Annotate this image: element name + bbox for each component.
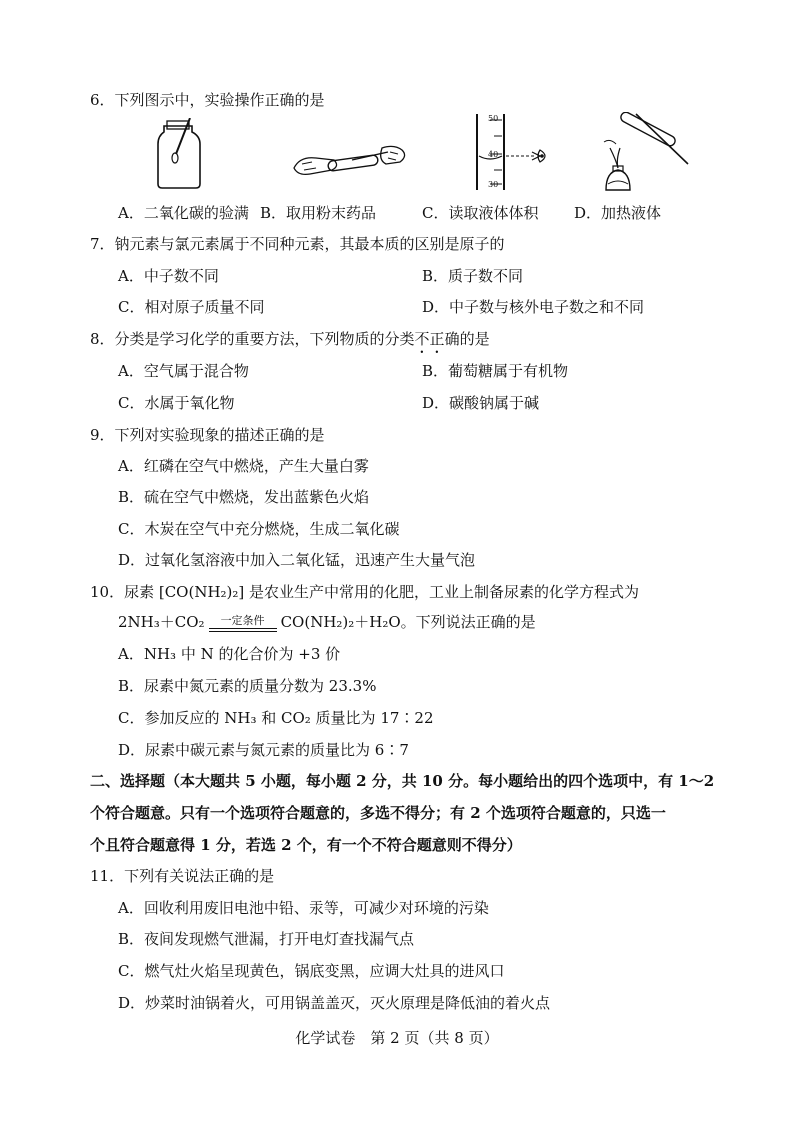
q8-stem <box>90 329 490 357</box>
q11-option-c: C．燃气灶火焰呈现黄色，锅底变黑，应调大灶具的进风口 <box>118 962 505 980</box>
q7-option-a: A．中子数不同 <box>118 267 219 285</box>
q11-stem: 11．下列有关说法正确的是 <box>90 867 275 885</box>
q9-option-c: C．木炭在空气中充分燃烧，生成二氧化碳 <box>118 520 400 538</box>
q6-option-d: D．加热液体 <box>574 204 662 222</box>
page-footer: 化学试卷 第 2 页（共 8 页） <box>295 1029 499 1047</box>
section2-line3: 个且符合题意得 1 分，若选 2 个，有一个不符合题意则不得分） <box>90 836 522 854</box>
q8-option-d: D．碳酸钠属于碱 <box>422 394 540 412</box>
q9-option-a: A．红磷在空气中燃烧，产生大量白雾 <box>118 457 369 475</box>
cylinder-reading-figure <box>474 112 554 192</box>
q10-option-d: D．尿素中碳元素与氮元素的质量比为 6∶7 <box>118 741 409 759</box>
cylinder-tick-40: 40 <box>488 150 499 159</box>
eq-double-line <box>209 628 277 632</box>
q6-option-b: B．取用粉末药品 <box>260 204 377 222</box>
q6-stem: 6．下列图示中，实验操作正确的是 <box>90 91 325 109</box>
cylinder-tick-30: 30 <box>488 180 499 189</box>
q10-equation <box>118 612 536 632</box>
q8-stem-post: 确的是 <box>444 330 490 348</box>
q7-stem: 7．钠元素与氯元素属于不同种元素，其最本质的区别是原子的 <box>90 235 505 253</box>
q10-option-c: C．参加反应的 NH₃ 和 CO₂ 质量比为 17∶22 <box>118 709 434 727</box>
cylinder-tick-50: 50 <box>488 114 499 123</box>
eq-condition: 一定条件 <box>220 613 265 627</box>
q8-option-c: C．水属于氧化物 <box>118 394 235 412</box>
q9-option-d: D．过氧化氢溶液中加入二氧化锰，迅速产生大量气泡 <box>118 551 476 569</box>
eq-left: 2NH₃＋CO₂ <box>118 613 205 631</box>
q7-option-b: B．质子数不同 <box>422 267 524 285</box>
q8-option-a: A．空气属于混合物 <box>118 362 249 380</box>
section2-line2: 个符合题意。只有一个选项符合题意的，多选不得分；有 2 个选项符合题意的，只选一 <box>90 804 666 822</box>
q10-option-b: B．尿素中氮元素的质量分数为 23.3% <box>118 677 377 695</box>
q9-option-b: B．硫在空气中燃烧，发出蓝紫色火焰 <box>118 488 370 506</box>
q8-stem-emphasis: 不正 <box>414 330 445 348</box>
q10-stem: 10．尿素 [CO(NH₂)₂] 是农业生产中常用的化肥，工业上制备尿素的化学方程式为 <box>90 583 640 601</box>
q11-option-d: D．炒菜时油锅着火，可用锅盖盖灭，灭火原理是降低油的着火点 <box>118 994 551 1012</box>
section2-line1: 二、选择题（本大题共 5 小题，每小题 2 分，共 10 分。每小题给出的四个选项中，有 1～2 <box>90 772 715 790</box>
q9-stem: 9．下列对实验现象的描述正确的是 <box>90 426 325 444</box>
eq-condition-arrow <box>209 615 277 632</box>
q8-option-b: B．葡萄糖属于有机物 <box>422 362 569 380</box>
q7-option-d: D．中子数与核外电子数之和不同 <box>422 298 645 316</box>
co2-check-figure <box>150 118 210 190</box>
q11-option-a: A．回收利用废旧电池中铅、汞等，可减少对环境的污染 <box>118 899 489 917</box>
q6-option-a: A．二氧化碳的验满 <box>118 204 249 222</box>
q10-option-a: A．NH₃ 中 N 的化合价为 +3 价 <box>118 645 341 663</box>
q11-option-b: B．夜间发现燃气泄漏，打开电灯查找漏气点 <box>118 930 415 948</box>
q8-stem-pre: 8．分类是学习化学的重要方法，下列物质的分类 <box>90 330 415 348</box>
powder-taking-figure <box>290 138 410 182</box>
eq-right: CO(NH₂)₂＋H₂O。下列说法正确的是 <box>280 613 536 631</box>
heating-liquid-figure <box>596 112 692 192</box>
q7-option-c: C．相对原子质量不同 <box>118 298 265 316</box>
q6-option-c: C．读取液体体积 <box>422 204 539 222</box>
